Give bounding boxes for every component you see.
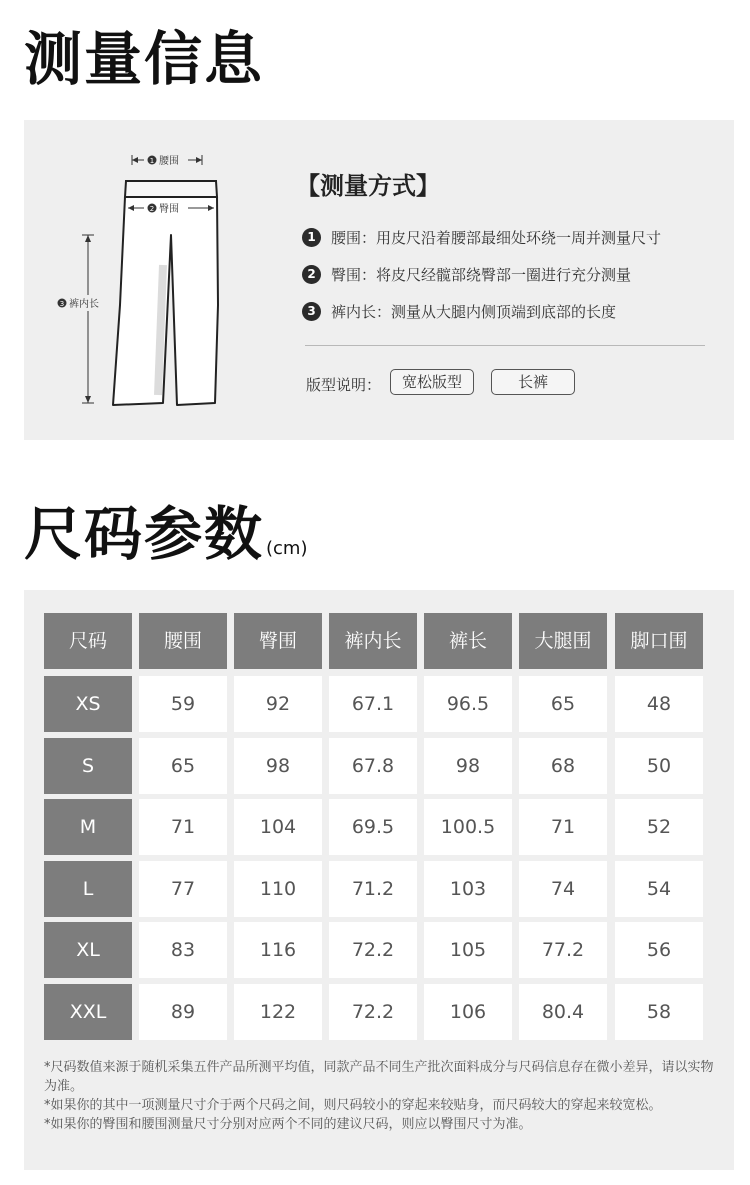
table-header-cell: 大腿围 [519,613,607,669]
table-cell: 56 [615,922,703,978]
table-cell: 65 [519,676,607,732]
table-cell: 71 [519,799,607,855]
measurement-title: 测量信息 [24,25,265,93]
size-label-cell: XS [44,676,132,732]
inseam-diagram-label: 裤内长 [69,299,99,310]
table-cell: 122 [234,984,322,1040]
method-text: 臀围：将皮尺经髋部绕臀部一圈进行充分测量 [331,266,632,284]
size-label-cell: XXL [44,984,132,1040]
method-item [302,264,631,285]
number-badge-icon: 3 [302,302,321,321]
size-label-cell: M [44,799,132,855]
table-cell: 96.5 [424,676,512,732]
method-item [302,301,616,322]
table-cell: 50 [615,738,703,794]
table-cell: 104 [234,799,322,855]
size-title-text: 尺码参数 [24,500,265,568]
table-cell: 72.2 [329,922,417,978]
size-label-cell: XL [44,922,132,978]
table-cell: 71 [139,799,227,855]
notes [44,1058,716,1134]
svg-text:1: 1 [149,157,155,165]
table-cell: 98 [424,738,512,794]
table-cell: 68 [519,738,607,794]
table-cell: 106 [424,984,512,1040]
pants-diagram [50,145,240,415]
note-line: *尺码数值来源于随机采集五件产品所测平均值，同款产品不同生产批次面料成分与尺码信息存在微小差异，请以实物为准。 [44,1060,714,1094]
svg-text:2: 2 [149,205,155,213]
table-cell: 59 [139,676,227,732]
unit-label: (cm) [266,538,308,559]
table-cell: 80.4 [519,984,607,1040]
table-cell: 54 [615,861,703,917]
svg-text:3: 3 [59,300,65,308]
table-cell: 74 [519,861,607,917]
table-cell: 71.2 [329,861,417,917]
size-label-cell: L [44,861,132,917]
table-cell: 69.5 [329,799,417,855]
table-cell: 72.2 [329,984,417,1040]
waist-diagram-label: 腰围 [159,156,179,167]
table-header-cell: 裤内长 [329,613,417,669]
method-item [302,227,661,248]
table-header-cell: 裤长 [424,613,512,669]
table-cell: 98 [234,738,322,794]
table-cell: 116 [234,922,322,978]
note-line: *如果你的其中一项测量尺寸介于两个尺码之间，则尺码较小的穿起来较贴身，而尺码较大的穿起来较宽松。 [44,1098,662,1113]
table-cell: 83 [139,922,227,978]
table-cell: 67.8 [329,738,417,794]
size-title [24,500,308,568]
table-header-cell: 腰围 [139,613,227,669]
number-badge-icon: 1 [302,228,321,247]
hip-diagram-label: 臀围 [159,204,179,215]
method-text: 腰围：用皮尺沿着腰部最细处环绕一周并测量尺寸 [331,229,662,247]
table-cell: 103 [424,861,512,917]
table-cell: 67.1 [329,676,417,732]
table-cell: 100.5 [424,799,512,855]
table-cell: 48 [615,676,703,732]
method-text: 裤内长：测量从大腿内侧顶端到底部的长度 [331,303,617,321]
table-cell: 110 [234,861,322,917]
table-cell: 58 [615,984,703,1040]
table-cell: 65 [139,738,227,794]
table-cell: 105 [424,922,512,978]
size-label-cell: S [44,738,132,794]
number-badge-icon: 2 [302,265,321,284]
table-cell: 89 [139,984,227,1040]
fit-tag-long-pants: 长裤 [491,369,575,395]
table-header-cell: 尺码 [44,613,132,669]
table-cell: 77.2 [519,922,607,978]
table-cell: 52 [615,799,703,855]
table-header-cell: 臀围 [234,613,322,669]
table-header-cell: 脚口围 [615,613,703,669]
fit-tag-loose: 宽松版型 [390,369,474,395]
fit-label: 版型说明： [306,376,382,394]
table-cell: 92 [234,676,322,732]
table-cell: 77 [139,861,227,917]
note-line: *如果你的臀围和腰围测量尺寸分别对应两个不同的建议尺码，则应以臀围尺寸为准。 [44,1117,532,1132]
method-title: 【测量方式】 [296,172,440,200]
divider [305,345,705,346]
